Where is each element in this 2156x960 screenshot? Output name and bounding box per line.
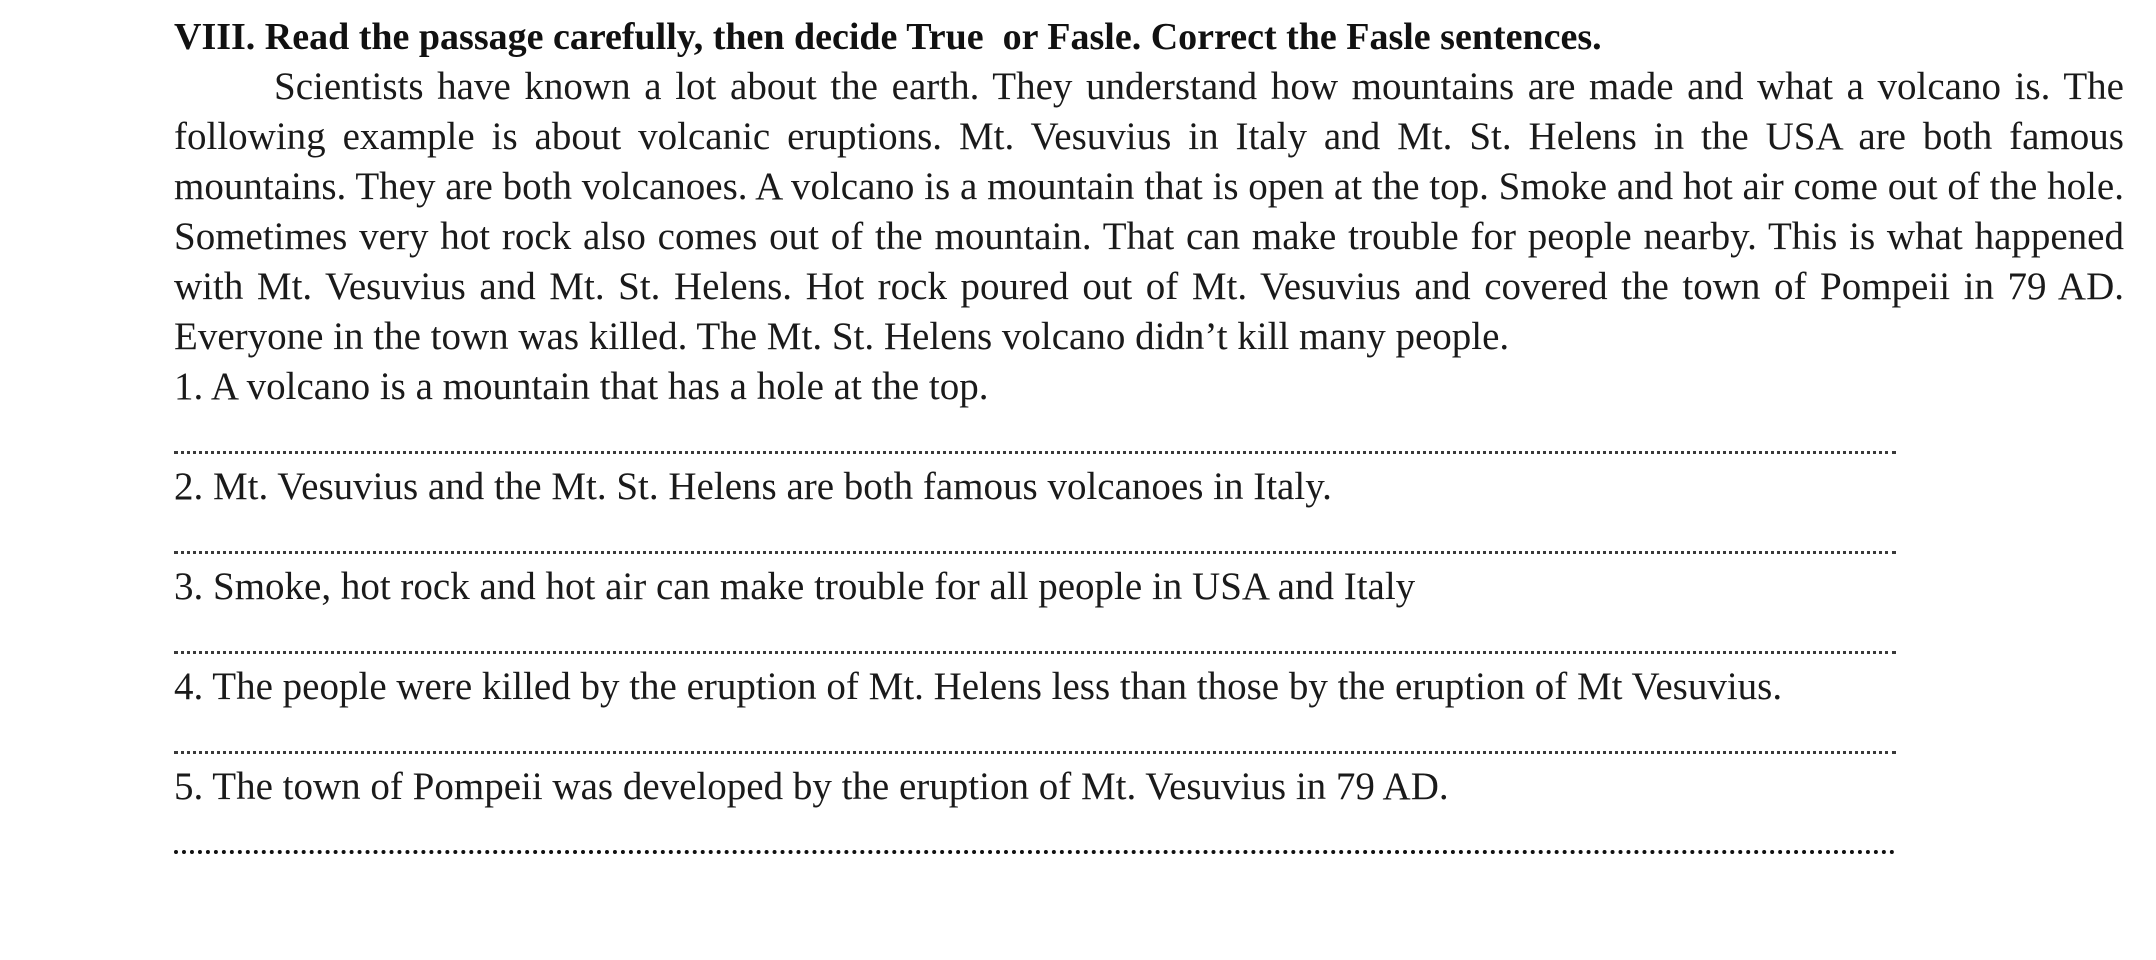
question-5: 5. The town of Pompeii was developed by the eruption of Mt. Vesuvius in 79 AD. [174,765,1449,808]
answer-line-1[interactable] [174,412,1896,462]
dotted-rule [174,551,1896,554]
question-4: 4. The people were killed by the eruption of Mt. Helens less than those by the eruption of Mt Vesuvius. [174,665,1783,708]
answer-line-3[interactable] [174,612,1896,662]
answer-line-5[interactable] [174,812,1896,862]
answer-line-4[interactable] [174,712,1896,762]
worksheet-exercise [174,0,2124,862]
dotted-rule [174,451,1896,454]
exercise-heading: VIII. Read the passage carefully, then decide True or Fasle. Correct the Fasle sentences. [174,16,1602,58]
question-2: 2. Mt. Vesuvius and the Mt. St. Helens are both famous volcanoes in Italy. [174,465,1332,508]
reading-passage: Scientists have known a lot about the earth. They understand how mountains are made and what a volcano is. The following example is about volcanic eruptions. Mt. Vesuvius in Italy and Mt. St. Helens in the USA are both famous mountains. They are both volcanoes. A volcano is a mountain that is open at the top. Smoke and hot air come out of the hole. Sometimes very hot rock also comes out of the mountain. That can make trouble for people nearby. This is what happened with Mt. Vesuvius and Mt. St. Helens. Hot rock poured out of Mt. Vesuvius and covered the town of Pompeii in 79 AD. Everyone in the town was killed. The Mt. St. Helens volcano didn’t kill many people. [174,65,2124,358]
dotted-rule [174,850,1896,854]
dotted-rule [174,651,1896,654]
question-1: 1. A volcano is a mountain that has a hole at the top. [174,365,989,408]
answer-line-2[interactable] [174,512,1896,562]
question-3: 3. Smoke, hot rock and hot air can make trouble for all people in USA and Italy [174,565,1416,608]
dotted-rule [174,751,1896,754]
